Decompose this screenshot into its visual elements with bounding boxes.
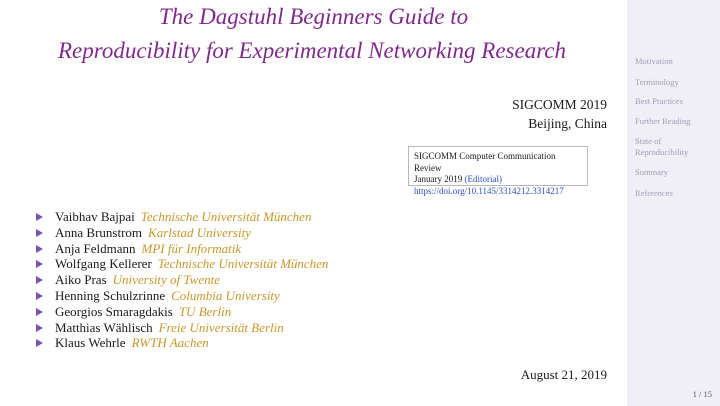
- bullet-triangle-icon: [36, 308, 43, 316]
- bullet-triangle-icon: [36, 229, 43, 237]
- ccr-journal: SIGCOMM Computer Communication Review: [414, 151, 556, 173]
- author-item: [38, 272, 328, 288]
- bullet-triangle-icon: [36, 260, 43, 268]
- author-name: Klaus Wehrle: [55, 335, 126, 351]
- author-name: Wolfgang Kellerer: [55, 256, 152, 272]
- author-affiliation: Technische Universität München: [140, 209, 312, 224]
- author-affiliation: University of Twente: [112, 272, 220, 288]
- bullet-triangle-icon: [36, 276, 43, 284]
- author-item: [38, 209, 328, 225]
- author-list: [38, 209, 328, 351]
- title-line-2: Reproducibility for Experimental Networking Research: [57, 38, 567, 63]
- bullet-triangle-icon: [36, 245, 43, 253]
- ccr-editorial-link[interactable]: (Editorial): [464, 174, 502, 184]
- bullet-triangle-icon: [36, 324, 43, 332]
- bullet-triangle-icon: [36, 339, 43, 347]
- ccr-doi-link[interactable]: https://doi.org/10.1145/3314212.3314217: [414, 185, 564, 196]
- author-name: Matthias Wählisch: [55, 319, 153, 335]
- ccr-reference-box: [408, 146, 588, 196]
- author-item: [38, 288, 328, 304]
- author-item: [38, 320, 328, 336]
- conference-location: Beijing, China: [528, 116, 607, 131]
- author-name: Anja Feldmann: [55, 240, 136, 256]
- sidebar-item-summary[interactable]: Summary: [635, 167, 669, 177]
- author-affiliation: Columbia University: [171, 287, 280, 303]
- sidebar-item-references[interactable]: References: [635, 188, 673, 198]
- author-item: [38, 256, 328, 272]
- author-affiliation: RWTH Aachen: [131, 335, 209, 351]
- author-item: [38, 225, 328, 241]
- sidebar-item-state-of-reproducibility[interactable]: State of Reproducibility: [635, 136, 689, 157]
- bullet-triangle-icon: [36, 213, 43, 221]
- ccr-issue: [414, 174, 582, 186]
- sidebar-item-best-practices[interactable]: Best Practices: [635, 96, 683, 106]
- ccr-date: January 2019: [414, 174, 463, 184]
- author-affiliation: MPI für Informatik: [141, 240, 242, 256]
- conference-name: SIGCOMM 2019: [512, 97, 607, 112]
- sidebar-item-further-reading[interactable]: Further Reading: [635, 116, 691, 126]
- bullet-triangle-icon: [36, 292, 43, 300]
- sidebar-item-motivation[interactable]: Motivation: [635, 56, 673, 66]
- author-affiliation: Freie Universität Berlin: [158, 319, 284, 335]
- presentation-date: August 21, 2019: [520, 367, 607, 382]
- author-affiliation: Technische Universität München: [157, 256, 329, 272]
- author-item: [38, 304, 328, 320]
- page-number: 1 / 15: [692, 389, 712, 399]
- author-item: [38, 241, 328, 257]
- author-item: [38, 335, 328, 351]
- author-name: Georgios Smaragdakis: [55, 303, 173, 319]
- author-name: Anna Brunstrom: [55, 224, 143, 240]
- title-line-1: The Dagstuhl Beginners Guide to: [158, 4, 469, 29]
- sidebar-nav: [627, 0, 720, 406]
- author-name: Vaibhav Bajpai: [55, 209, 135, 224]
- author-name: Henning Schulzrinne: [55, 287, 166, 303]
- author-affiliation: Karlstad University: [148, 224, 251, 240]
- author-name: Aiko Pras: [55, 272, 107, 288]
- author-affiliation: TU Berlin: [178, 303, 232, 319]
- sidebar-item-terminology[interactable]: Terminology: [635, 77, 679, 87]
